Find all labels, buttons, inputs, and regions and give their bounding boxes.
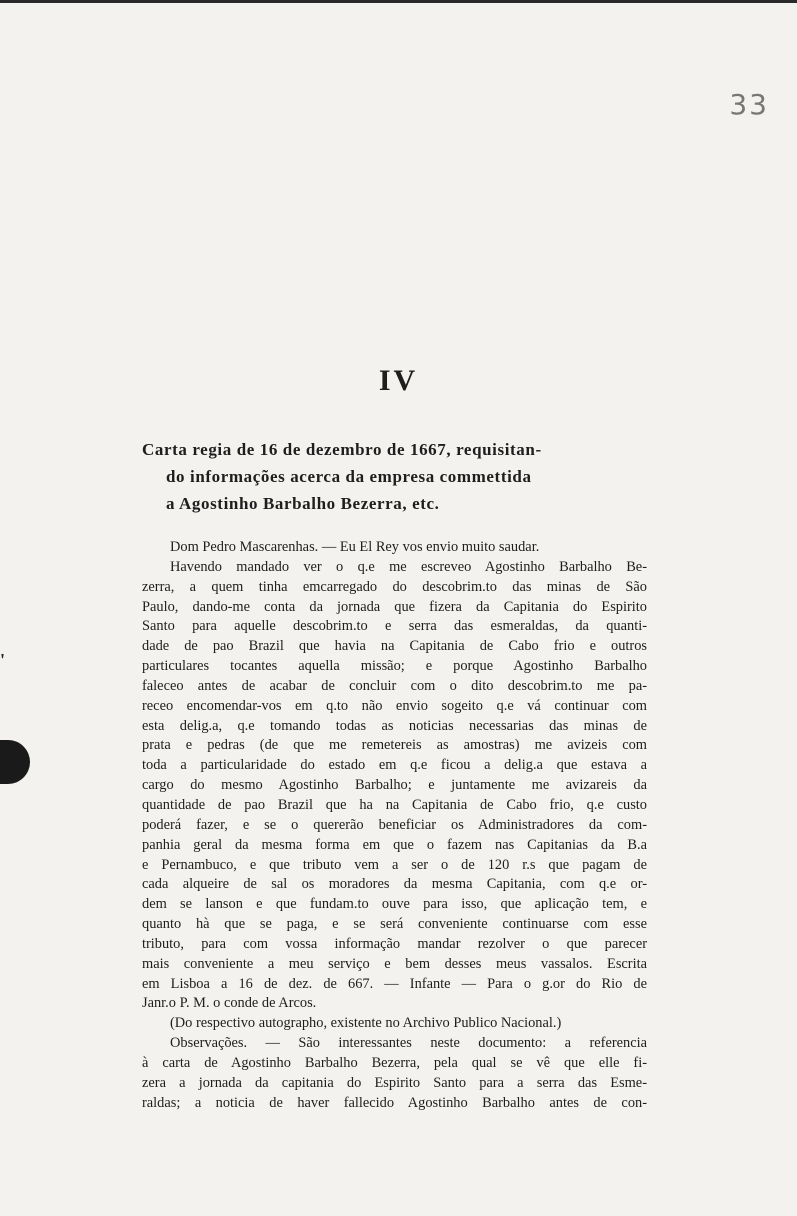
page-number: 33 xyxy=(729,88,769,121)
body-line: Janr.o P. M. o conde de Arcos. xyxy=(142,995,317,1012)
body-line: panhia geral da mesma forma em que o fazem nas Capitanias da B.a xyxy=(142,836,647,853)
body-line: particulares tocantes aquella missão; e porque Agostinho Barbalho xyxy=(142,658,647,675)
body-line: poderá fazer, e se o quererão beneficiar os Administradores da com- xyxy=(142,816,647,833)
body-line: quanto hà que se paga, e se será conveniente continuarse com esse xyxy=(142,916,647,933)
margin-ink-blot xyxy=(0,740,30,784)
body-line: esta delig.a, q.e tomando todas as noticias necessarias das minas de xyxy=(142,717,647,734)
body-line: Dom Pedro Mascarenhas. — Eu El Rey vos envio muito saudar. xyxy=(170,539,540,555)
body-line: cada alqueire de sal os moradores da mesma Capitania, com q.e or- xyxy=(142,876,647,893)
body-line: zerra, a quem tinha emcarregado do descobrim.to das minas de São xyxy=(142,578,647,595)
observations-line: zera a jornada da capitania do Espirito Santo para a serra das Esme- xyxy=(142,1074,647,1091)
body-line: dem se lanson e que fundam.to ouve para isso, que aplicação tem, e xyxy=(142,896,647,913)
body-line: quantidade de pao Brazil que ha na Capitania de Cabo frio, q.e custo xyxy=(142,796,647,813)
document-body xyxy=(142,538,647,1113)
heading-line: Carta regia de 16 de dezembro de 1667, requisitan- xyxy=(142,440,542,459)
body-line: prata e pedras (de que me remetereis as amostras) me avizeis com xyxy=(142,737,647,754)
body-line: dade de pao Brazil que havia na Capitania de Cabo frio e outros xyxy=(142,638,647,655)
document-heading xyxy=(142,436,642,517)
body-line: Havendo mandado ver o q.e me escreveo Agostinho Barbalho Be- xyxy=(170,558,647,575)
body-line: faleceo antes de acabar de concluir com o dito descobrim.to me pa- xyxy=(142,677,647,694)
margin-mark: ' xyxy=(0,650,6,670)
observations-line: Observações. — São interessantes neste documento: a referencia xyxy=(170,1035,647,1052)
source-note: (Do respectivo autographo, existente no Archivo Publico Nacional.) xyxy=(170,1015,562,1032)
body-line: receo encomendar-vos em q.to não envio sogeito q.e vá continuar com xyxy=(142,697,647,714)
heading-line: a Agostinho Barbalho Bezerra, etc. xyxy=(166,494,440,513)
chapter-number: IV xyxy=(378,364,419,397)
body-line: tributo, para com vossa informação mandar rezolver o que parecer xyxy=(142,935,647,952)
body-line: cargo do mesmo Agostinho Barbalho; e juntamente me avizareis da xyxy=(142,777,647,794)
body-line: em Lisboa a 16 de dez. de 667. — Infante — Para o g.or do Rio de xyxy=(142,975,647,992)
top-rule xyxy=(0,0,797,3)
observations-line: à carta de Agostinho Barbalho Bezerra, pela qual se vê que elle fi- xyxy=(142,1054,647,1071)
observations-line: raldas; a noticia de haver fallecido Agostinho Barbalho antes de con- xyxy=(142,1094,647,1111)
body-line: Santo para aquelle descobrim.to e serra das esmeraldas, da quanti- xyxy=(142,618,647,635)
body-line: mais conveniente a meu serviço e bem desses meus vassalos. Escrita xyxy=(142,955,647,972)
heading-line: do informações acerca da empresa commettida xyxy=(166,467,532,486)
body-line: e Pernambuco, e que tributo vem a ser o de 120 r.s que pagam de xyxy=(142,856,647,873)
body-line: Paulo, dando-me conta da jornada que fizera da Capitania do Espirito xyxy=(142,598,647,615)
body-line: toda a particularidade do estado em q.e ficou a delig.a que estava a xyxy=(142,757,647,774)
